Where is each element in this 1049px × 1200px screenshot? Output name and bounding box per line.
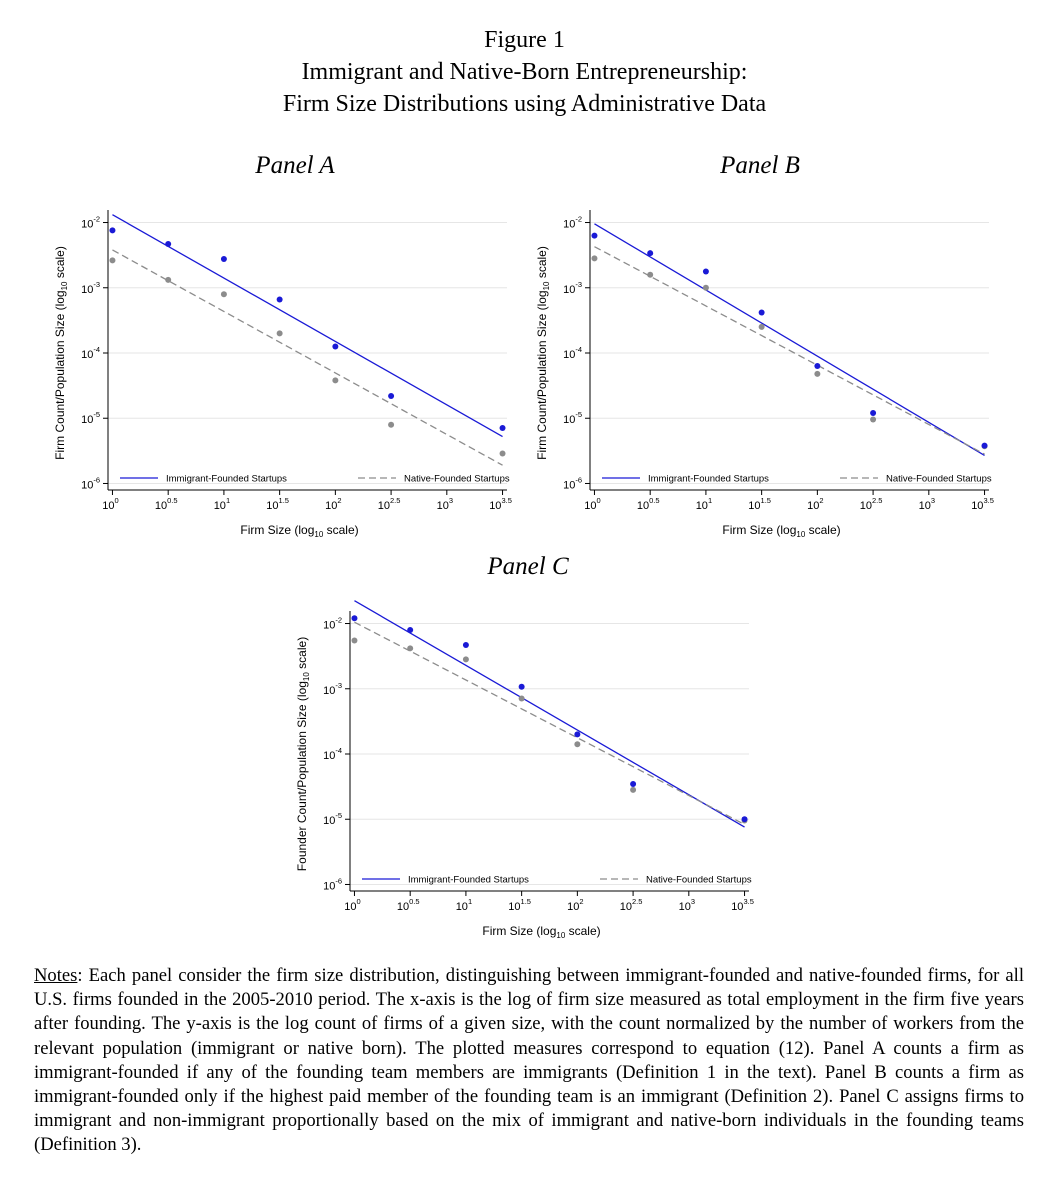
y-tick-label: $10^{-3}$ xyxy=(563,279,582,296)
x-tick-label: $10^{0.5}$ xyxy=(636,496,660,512)
panel-a-chart xyxy=(50,200,520,545)
panel-b-title: Panel B xyxy=(720,152,800,179)
y-tick-label: $10^{-6}$ xyxy=(563,475,582,492)
y-tick-label: $10^{-2}$ xyxy=(563,214,582,231)
x-axis-label: Firm Size ($\log_{10}$ scale) xyxy=(240,523,359,539)
immigrant-point xyxy=(351,615,357,621)
x-axis-label: Firm Size ($\log_{10}$ scale) xyxy=(722,523,841,539)
immigrant-point xyxy=(109,227,115,233)
native-fit-line xyxy=(354,622,744,824)
native-point xyxy=(351,637,357,643)
immigrant-point xyxy=(759,310,765,316)
native-point xyxy=(574,741,580,747)
x-tick-label: $10^{2.5}$ xyxy=(377,496,401,512)
native-point xyxy=(332,377,338,383)
x-tick-label: $10^{1.5}$ xyxy=(508,897,531,913)
immigrant-point xyxy=(742,816,748,822)
native-point xyxy=(165,277,171,283)
figure-number: Figure 1 xyxy=(484,27,565,53)
x-tick-label: $10^3$ xyxy=(918,496,936,512)
immigrant-point xyxy=(221,256,227,262)
immigrant-point xyxy=(982,443,988,449)
native-point xyxy=(703,285,709,291)
y-tick-label: $10^{-2}$ xyxy=(81,214,100,231)
y-tick-label: $10^{-6}$ xyxy=(323,876,342,893)
x-tick-label: $10^0$ xyxy=(102,496,119,512)
immigrant-fit-line xyxy=(594,224,984,456)
figure-title-line-1: Immigrant and Native-Born Entrepreneurship: xyxy=(301,59,748,85)
immigrant-point xyxy=(407,627,413,633)
y-tick-label: $10^{-5}$ xyxy=(81,410,100,427)
x-tick-label: $10^0$ xyxy=(584,496,601,512)
legend-native-label: Native-Founded Startups xyxy=(404,473,510,485)
immigrant-point xyxy=(574,731,580,737)
y-tick-label: $10^{-5}$ xyxy=(563,410,582,427)
x-tick-label: $10^3$ xyxy=(678,897,696,913)
native-point xyxy=(109,257,115,263)
y-tick-label: $10^{-5}$ xyxy=(323,811,342,828)
native-fit-line xyxy=(594,247,984,454)
x-tick-label: $10^0$ xyxy=(344,897,361,913)
immigrant-fit-line xyxy=(354,601,744,827)
panel-a-title: Panel A xyxy=(255,152,335,179)
y-tick-label: $10^{-4}$ xyxy=(563,345,582,361)
legend-immigrant-label: Immigrant-Founded Startups xyxy=(408,874,529,886)
x-tick-label: $10^{2.5}$ xyxy=(619,897,643,913)
x-tick-label: $10^2$ xyxy=(567,897,584,913)
panel-c-chart xyxy=(292,601,762,946)
x-tick-label: $10^1$ xyxy=(213,496,231,512)
immigrant-point xyxy=(703,268,709,274)
immigrant-point xyxy=(814,363,820,369)
legend-native-label: Native-Founded Startups xyxy=(886,473,992,485)
notes-text: : Each panel consider the firm size distribution, distinguishing between immigrant-founded and native-founded firms, for all U.S. firms founded in the 2005-2010 period. The x-axis is the log of firm size measured as total employment in the firm five years after founding. The y-axis is the log count of firms of a given size, with the count normalized by the number of workers from the relevant population (immigrant or native born). The plotted measures correspond to equation (12). Panel A counts a firm as immigrant-founded if any of the founding team members are immigrants (Definition 1 in the text). Panel B counts a firm as immigrant-founded only if the highest paid member of the founding team is an immigrant (Definition 2). Panel C assigns firms to immigrant and non-immigrant proportionally based on the mix of immigrant and native-born individuals in the founding teams (Definition 3). xyxy=(34,965,1024,1156)
y-tick-label: $10^{-6}$ xyxy=(81,475,100,492)
x-tick-label: $10^{0.5}$ xyxy=(396,897,420,913)
legend-immigrant-label: Immigrant-Founded Startups xyxy=(648,473,769,485)
x-axis-label: Firm Size ($\log_{10}$ scale) xyxy=(482,924,601,940)
x-tick-label: $10^1$ xyxy=(695,496,713,512)
immigrant-point xyxy=(165,241,171,247)
native-point xyxy=(630,787,636,793)
y-tick-label: $10^{-3}$ xyxy=(323,680,342,697)
notes-label: Notes xyxy=(34,965,78,986)
x-tick-label: $10^{3.5}$ xyxy=(971,496,994,512)
native-point xyxy=(759,324,765,330)
native-point xyxy=(277,330,283,336)
immigrant-point xyxy=(332,343,338,349)
immigrant-point xyxy=(500,425,506,431)
immigrant-point xyxy=(463,642,469,648)
panel-c-title: Panel C xyxy=(487,553,569,580)
legend-native-label: Native-Founded Startups xyxy=(646,874,752,886)
x-tick-label: $10^2$ xyxy=(325,496,342,512)
x-tick-label: $10^{3.5}$ xyxy=(489,496,512,512)
legend-immigrant-label: Immigrant-Founded Startups xyxy=(166,473,287,485)
figure-title-line-2: Firm Size Distributions using Administrative Data xyxy=(282,91,767,117)
native-point xyxy=(221,291,227,297)
panel-b-chart xyxy=(532,200,1002,545)
figure-header xyxy=(0,24,1049,120)
immigrant-point xyxy=(519,684,525,690)
x-tick-label: $10^2$ xyxy=(807,496,824,512)
immigrant-point xyxy=(647,250,653,256)
y-tick-label: $10^{-3}$ xyxy=(81,279,100,296)
y-axis-label: Firm Count/Population Size ($\log_{10}$ scale) xyxy=(53,246,69,460)
x-tick-label: $10^{1.5}$ xyxy=(266,496,289,512)
native-point xyxy=(870,417,876,423)
y-axis-label: Founder Count/Population Size ($\log_{10}$ scale) xyxy=(295,636,311,872)
native-point xyxy=(814,371,820,377)
immigrant-point xyxy=(277,297,283,303)
immigrant-point xyxy=(870,410,876,416)
native-fit-line xyxy=(112,250,502,465)
x-tick-label: $10^{0.5}$ xyxy=(154,496,178,512)
immigrant-fit-line xyxy=(112,215,502,437)
immigrant-point xyxy=(591,233,597,239)
x-tick-label: $10^{1.5}$ xyxy=(748,496,771,512)
x-tick-label: $10^1$ xyxy=(455,897,473,913)
native-point xyxy=(463,656,469,662)
immigrant-point xyxy=(388,393,394,399)
y-tick-label: $10^{-4}$ xyxy=(81,345,100,361)
x-tick-label: $10^{2.5}$ xyxy=(859,496,883,512)
native-point xyxy=(519,696,525,702)
native-point xyxy=(407,645,413,651)
immigrant-point xyxy=(630,781,636,787)
native-point xyxy=(388,422,394,428)
native-point xyxy=(500,450,506,456)
y-tick-label: $10^{-2}$ xyxy=(323,615,342,632)
figure-notes xyxy=(34,964,1024,1158)
native-point xyxy=(647,272,653,278)
x-tick-label: $10^{3.5}$ xyxy=(731,897,754,913)
native-point xyxy=(591,255,597,261)
x-tick-label: $10^3$ xyxy=(436,496,454,512)
y-axis-label: Firm Count/Population Size ($\log_{10}$ scale) xyxy=(535,246,551,460)
y-tick-label: $10^{-4}$ xyxy=(323,746,342,762)
